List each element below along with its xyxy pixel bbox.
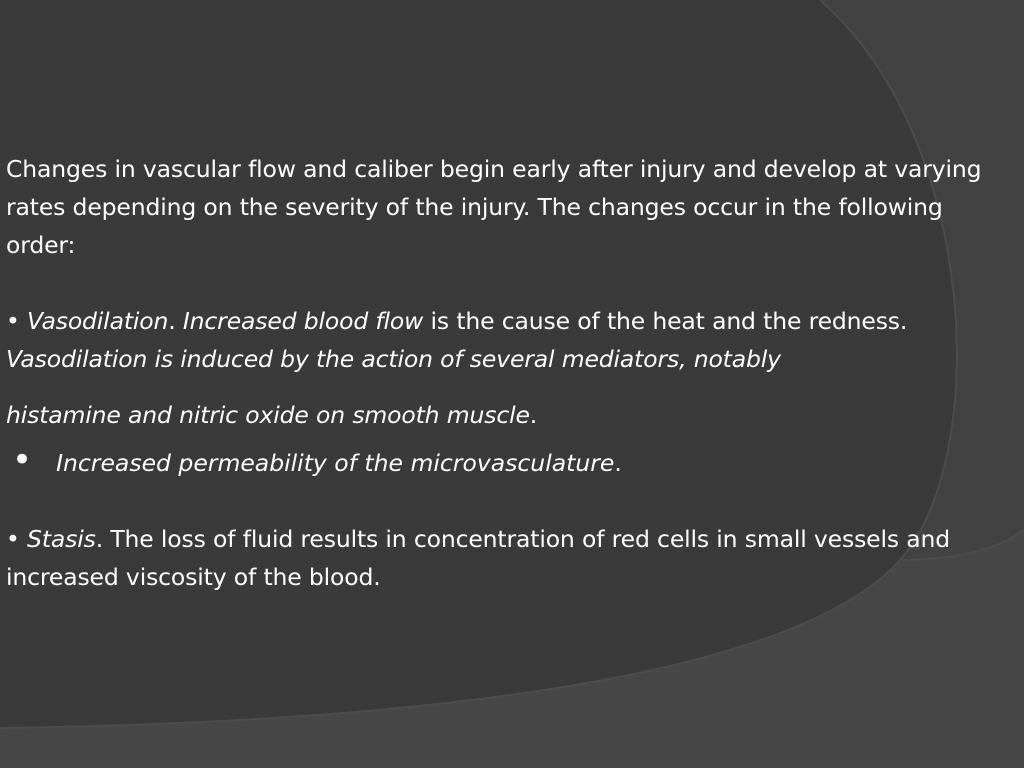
slide-body xyxy=(6,150,1016,596)
bullet-vasodilation xyxy=(6,302,1016,378)
italic-phrase-blood-flow: Increased blood flow xyxy=(182,307,424,335)
vasodilation-continuation xyxy=(6,396,1016,434)
histamine-suffix: . xyxy=(529,401,538,429)
bullet-marker-large: • xyxy=(12,440,33,480)
stasis-text: The loss of fluid results in concentration of red cells in small vessels and increased viscosity of the blood. xyxy=(6,525,951,591)
term-vasodilation: Vasodilation xyxy=(27,307,169,335)
vasodilation-mediators-text: Vasodilation is induced by the action of several mediators, notably xyxy=(6,345,781,373)
term-permeability: Increased permeability of the microvasculature xyxy=(56,449,615,477)
histamine-text: histamine and nitric oxide on smooth muscle xyxy=(6,401,530,429)
bullet-permeability xyxy=(6,440,1016,482)
bullet-marker: • xyxy=(6,525,20,553)
stasis-suffix: . xyxy=(95,525,104,553)
term-suffix: . xyxy=(168,307,176,335)
intro-paragraph xyxy=(6,150,1016,264)
permeability-suffix: . xyxy=(614,449,622,477)
term-stasis: Stasis xyxy=(27,525,96,553)
bullet-marker: • xyxy=(6,307,20,335)
vasodilation-text: is the cause of the heat and the redness. xyxy=(423,307,908,335)
bullet-stasis xyxy=(6,520,1016,596)
intro-text: Changes in vascular flow and caliber begin early after injury and develop at varying rates depending on the severity of the injury. The changes occur in the following order: xyxy=(6,155,982,259)
